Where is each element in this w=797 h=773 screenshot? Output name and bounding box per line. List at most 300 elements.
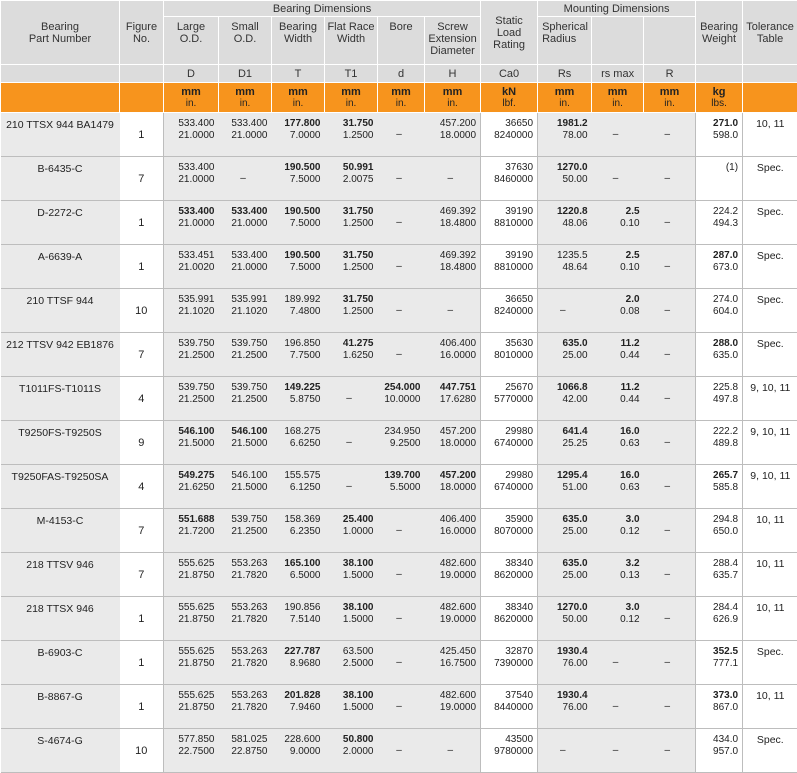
cell-rs-imperial: 0.44 xyxy=(592,350,640,362)
header-col-2: Bearing Width xyxy=(272,17,325,65)
cell-wt-metric: 222.2 xyxy=(696,426,738,438)
tolerance-table: 9, 10, 11 xyxy=(743,421,797,465)
unit-col-0-metric: mm xyxy=(181,86,201,98)
cell-Rs-metric: – xyxy=(538,745,588,757)
cell-T1 xyxy=(325,421,378,465)
cell-Rs-metric: 1930.4 xyxy=(538,690,588,702)
cell-R-metric: – xyxy=(644,481,692,493)
cell-wt-imperial: 494.3 xyxy=(696,218,738,230)
cell-rs-imperial: 0.44 xyxy=(592,394,640,406)
cell-Rs xyxy=(538,465,592,509)
cell-D1 xyxy=(219,245,272,289)
unit-col-2-imperial: in. xyxy=(293,98,304,109)
cell-wt xyxy=(696,641,743,685)
cell-T-metric: 227.787 xyxy=(272,646,321,658)
unit-col-2-metric: mm xyxy=(288,86,308,98)
cell-d-metric: – xyxy=(378,305,421,317)
cell-D1-metric: 553.263 xyxy=(219,646,268,658)
cell-T-imperial: 6.1250 xyxy=(272,482,321,494)
part-number: B-6435-C xyxy=(1,157,120,201)
cell-load xyxy=(481,245,538,289)
cell-T-metric: 190.500 xyxy=(272,250,321,262)
sym-col-2: T xyxy=(272,65,325,83)
cell-H-imperial: 17.6280 xyxy=(425,394,477,406)
cell-rs-imperial: 0.63 xyxy=(592,482,640,494)
table-row xyxy=(1,421,797,465)
cell-rs xyxy=(592,421,644,465)
cell-T-imperial: 7.5000 xyxy=(272,262,321,274)
cell-Rs xyxy=(538,421,592,465)
cell-R-metric: – xyxy=(644,437,692,449)
cell-D1-imperial: 21.0000 xyxy=(219,262,268,274)
cell-T-imperial: 7.5000 xyxy=(272,218,321,230)
cell-wt xyxy=(696,245,743,289)
unit-col-0 xyxy=(164,83,219,113)
cell-load-imperial: 8440000 xyxy=(481,702,533,714)
cell-load xyxy=(481,157,538,201)
cell-T1 xyxy=(325,333,378,377)
cell-D xyxy=(164,377,219,421)
cell-T1-imperial: 2.5000 xyxy=(325,658,374,670)
cell-rs-metric: 16.0 xyxy=(592,470,640,482)
cell-D1-metric: – xyxy=(219,173,268,185)
cell-d xyxy=(378,421,425,465)
cell-T1-imperial: 1.2500 xyxy=(325,262,374,274)
cell-rs-metric: 2.5 xyxy=(592,206,640,218)
sym-blank-3 xyxy=(696,65,743,83)
cell-T1-imperial: 1.0000 xyxy=(325,526,374,538)
cell-T-imperial: 5.8750 xyxy=(272,394,321,406)
cell-T1 xyxy=(325,597,378,641)
figure-number: 1 xyxy=(120,597,164,641)
cell-rs xyxy=(592,641,644,685)
cell-T1-imperial: 2.0000 xyxy=(325,746,374,758)
unit-blank-1 xyxy=(1,83,120,113)
cell-load-imperial: 8460000 xyxy=(481,174,533,186)
cell-Rs xyxy=(538,245,592,289)
cell-load-metric: 38340 xyxy=(481,558,533,570)
cell-R xyxy=(644,465,696,509)
tolerance-table: Spec. xyxy=(743,245,797,289)
cell-Rs xyxy=(538,509,592,553)
cell-Rs-metric: 641.4 xyxy=(538,426,588,438)
cell-d-metric: – xyxy=(378,569,421,581)
cell-H-metric: – xyxy=(425,173,477,185)
cell-D1 xyxy=(219,289,272,333)
cell-R xyxy=(644,597,696,641)
cell-D-metric: 539.750 xyxy=(164,338,215,350)
cell-R-metric: – xyxy=(644,613,692,625)
cell-rs-imperial: 0.08 xyxy=(592,306,640,318)
cell-D1-imperial: 21.7820 xyxy=(219,658,268,670)
cell-R xyxy=(644,157,696,201)
cell-wt-imperial: 497.8 xyxy=(696,394,738,406)
cell-load xyxy=(481,597,538,641)
cell-rs xyxy=(592,553,644,597)
cell-H-metric: 469.392 xyxy=(425,250,477,262)
figure-number: 1 xyxy=(120,113,164,157)
cell-wt-imperial: 489.8 xyxy=(696,438,738,450)
tolerance-table: 10, 11 xyxy=(743,553,797,597)
cell-T-metric: 190.500 xyxy=(272,162,321,174)
unit-col-5 xyxy=(425,83,481,113)
tolerance-table: Spec. xyxy=(743,201,797,245)
table-row xyxy=(1,641,797,685)
cell-load-metric: 35630 xyxy=(481,338,533,350)
cell-T1-imperial: 1.6250 xyxy=(325,350,374,362)
cell-T1-metric: 25.400 xyxy=(325,514,374,526)
cell-load-imperial: 8240000 xyxy=(481,306,533,318)
cell-R xyxy=(644,377,696,421)
cell-D-metric: 539.750 xyxy=(164,382,215,394)
header-col-4: Bore xyxy=(378,17,425,65)
cell-R-metric: – xyxy=(644,217,692,229)
cell-load-metric: 25670 xyxy=(481,382,533,394)
cell-H-metric: 482.600 xyxy=(425,602,477,614)
cell-rs xyxy=(592,377,644,421)
unit-load-imperial: lbf. xyxy=(502,98,515,109)
cell-D1-imperial: 22.8750 xyxy=(219,746,268,758)
cell-D-metric: 533.451 xyxy=(164,250,215,262)
cell-Rs-metric: 1235.5 xyxy=(538,250,588,262)
cell-Rs xyxy=(538,201,592,245)
cell-load-imperial: 5770000 xyxy=(481,394,533,406)
unit-mount-0-metric: mm xyxy=(555,86,575,98)
cell-T1 xyxy=(325,729,378,773)
cell-H xyxy=(425,421,481,465)
cell-T-metric: 190.500 xyxy=(272,206,321,218)
cell-D-metric: 549.275 xyxy=(164,470,215,482)
unit-mount-2-metric: mm xyxy=(660,86,680,98)
cell-R-metric: – xyxy=(644,745,692,757)
cell-Rs-metric: 1270.0 xyxy=(538,162,588,174)
cell-D1-metric: 533.400 xyxy=(219,250,268,262)
part-number: M-4153-C xyxy=(1,509,120,553)
cell-Rs-metric: 1066.8 xyxy=(538,382,588,394)
cell-load-imperial: 8620000 xyxy=(481,614,533,626)
tolerance-table: 10, 11 xyxy=(743,113,797,157)
cell-T1-imperial: 1.5000 xyxy=(325,614,374,626)
cell-load xyxy=(481,641,538,685)
figure-number: 1 xyxy=(120,201,164,245)
part-number: T9250FS-T9250S xyxy=(1,421,120,465)
cell-load-imperial: 8810000 xyxy=(481,218,533,230)
cell-load-metric: 36650 xyxy=(481,118,533,130)
cell-wt-imperial: 635.7 xyxy=(696,570,738,582)
unit-mount-1-metric: mm xyxy=(608,86,628,98)
table-row xyxy=(1,377,797,421)
cell-D1-imperial: 21.0000 xyxy=(219,130,268,142)
cell-T xyxy=(272,685,325,729)
cell-load-imperial: 8240000 xyxy=(481,130,533,142)
cell-R-metric: – xyxy=(644,261,692,273)
unit-col-4 xyxy=(378,83,425,113)
cell-wt xyxy=(696,421,743,465)
cell-D xyxy=(164,245,219,289)
cell-rs xyxy=(592,729,644,773)
cell-d-metric: – xyxy=(378,349,421,361)
cell-d-metric: – xyxy=(378,217,421,229)
header-mounting-group: Mounting Dimensions xyxy=(538,1,696,17)
header-weight: Bearing Weight xyxy=(696,1,743,65)
cell-T-imperial: 6.2350 xyxy=(272,526,321,538)
cell-H-metric: 425.450 xyxy=(425,646,477,658)
cell-d xyxy=(378,465,425,509)
cell-rs-metric: 2.5 xyxy=(592,250,640,262)
cell-d xyxy=(378,201,425,245)
tolerance-table: 10, 11 xyxy=(743,509,797,553)
unit-col-2 xyxy=(272,83,325,113)
table-row xyxy=(1,201,797,245)
cell-D1-metric: 539.750 xyxy=(219,338,268,350)
cell-wt-metric: 224.2 xyxy=(696,206,738,218)
sym-blank-2 xyxy=(120,65,164,83)
unit-col-3-metric: mm xyxy=(341,86,361,98)
cell-H-imperial: 16.7500 xyxy=(425,658,477,670)
cell-d xyxy=(378,597,425,641)
cell-R xyxy=(644,685,696,729)
cell-d xyxy=(378,245,425,289)
part-number: T9250FAS-T9250SA xyxy=(1,465,120,509)
cell-wt xyxy=(696,509,743,553)
unit-mount-1 xyxy=(592,83,644,113)
cell-rs-metric: – xyxy=(592,657,640,669)
unit-mount-2 xyxy=(644,83,696,113)
cell-D-imperial: 21.2500 xyxy=(164,394,215,406)
cell-d-metric: 139.700 xyxy=(378,470,421,482)
cell-T-metric: 201.828 xyxy=(272,690,321,702)
cell-D xyxy=(164,685,219,729)
cell-wt xyxy=(696,113,743,157)
cell-T1 xyxy=(325,685,378,729)
table-row xyxy=(1,289,797,333)
cell-R-metric: – xyxy=(644,305,692,317)
cell-Rs-metric: 1930.4 xyxy=(538,646,588,658)
cell-D-imperial: 21.0020 xyxy=(164,262,215,274)
unit-col-4-imperial: in. xyxy=(396,98,407,109)
cell-T-imperial: 6.5000 xyxy=(272,570,321,582)
cell-D1-imperial: 21.7820 xyxy=(219,702,268,714)
cell-wt xyxy=(696,157,743,201)
part-number: 212 TTSV 942 EB1876 xyxy=(1,333,120,377)
cell-T1-metric: 38.100 xyxy=(325,602,374,614)
cell-Rs-imperial: 50.00 xyxy=(538,614,588,626)
cell-Rs-metric: – xyxy=(538,305,588,317)
cell-T xyxy=(272,553,325,597)
cell-T1-metric: – xyxy=(325,481,374,493)
cell-H-metric: 457.200 xyxy=(425,426,477,438)
cell-wt-imperial: 585.8 xyxy=(696,482,738,494)
cell-T-imperial: 6.6250 xyxy=(272,438,321,450)
cell-T-metric: 155.575 xyxy=(272,470,321,482)
cell-load-metric: 38340 xyxy=(481,602,533,614)
cell-D xyxy=(164,201,219,245)
cell-rs-imperial: 0.12 xyxy=(592,526,640,538)
cell-wt-imperial: 777.1 xyxy=(696,658,738,670)
cell-wt xyxy=(696,597,743,641)
part-number: 218 TTSX 946 xyxy=(1,597,120,641)
cell-rs-metric: 16.0 xyxy=(592,426,640,438)
unit-col-3 xyxy=(325,83,378,113)
cell-rs xyxy=(592,157,644,201)
cell-H xyxy=(425,597,481,641)
cell-d-metric: – xyxy=(378,173,421,185)
cell-wt-metric: (1) xyxy=(696,162,738,174)
cell-d xyxy=(378,509,425,553)
cell-D-imperial: 21.1020 xyxy=(164,306,215,318)
cell-H-metric: 457.200 xyxy=(425,470,477,482)
cell-H xyxy=(425,289,481,333)
header-tolerance: Tolerance Table xyxy=(743,1,797,65)
cell-D1-imperial: 21.5000 xyxy=(219,438,268,450)
cell-D xyxy=(164,553,219,597)
cell-D1 xyxy=(219,509,272,553)
cell-load-metric: 37540 xyxy=(481,690,533,702)
cell-T xyxy=(272,729,325,773)
cell-H-metric: 457.200 xyxy=(425,118,477,130)
cell-wt xyxy=(696,333,743,377)
figure-number: 7 xyxy=(120,333,164,377)
cell-D-metric: 555.625 xyxy=(164,558,215,570)
cell-Rs xyxy=(538,377,592,421)
cell-d-metric: 234.950 xyxy=(378,426,421,438)
cell-load-metric: 29980 xyxy=(481,470,533,482)
cell-D1 xyxy=(219,641,272,685)
cell-T-imperial: 7.4800 xyxy=(272,306,321,318)
cell-wt-metric: 352.5 xyxy=(696,646,738,658)
cell-T1-metric: 63.500 xyxy=(325,646,374,658)
cell-D1-metric: 546.100 xyxy=(219,426,268,438)
cell-T1 xyxy=(325,113,378,157)
cell-load xyxy=(481,289,538,333)
cell-R xyxy=(644,641,696,685)
cell-H xyxy=(425,245,481,289)
header-col-1: Small O.D. xyxy=(219,17,272,65)
cell-D1-metric: 546.100 xyxy=(219,470,268,482)
tolerance-table: Spec. xyxy=(743,289,797,333)
cell-Rs-metric: 1270.0 xyxy=(538,602,588,614)
unit-blank-3 xyxy=(743,83,797,113)
cell-H-imperial: 18.0000 xyxy=(425,482,477,494)
cell-D-imperial: 21.6250 xyxy=(164,482,215,494)
cell-D xyxy=(164,289,219,333)
cell-H xyxy=(425,157,481,201)
cell-R-metric: – xyxy=(644,701,692,713)
cell-wt-imperial: 626.9 xyxy=(696,614,738,626)
cell-wt-imperial: 650.0 xyxy=(696,526,738,538)
figure-number: 1 xyxy=(120,245,164,289)
cell-H xyxy=(425,201,481,245)
cell-D1-imperial: 21.2500 xyxy=(219,526,268,538)
cell-d-metric: – xyxy=(378,657,421,669)
cell-load-imperial: 7390000 xyxy=(481,658,533,670)
cell-d-metric: – xyxy=(378,129,421,141)
sym-load: Ca0 xyxy=(481,65,538,83)
cell-rs xyxy=(592,597,644,641)
cell-d xyxy=(378,289,425,333)
cell-T xyxy=(272,597,325,641)
cell-rs-imperial: 0.10 xyxy=(592,218,640,230)
cell-D1-imperial: 21.2500 xyxy=(219,350,268,362)
cell-rs xyxy=(592,333,644,377)
figure-number: 7 xyxy=(120,157,164,201)
part-number: D-2272-C xyxy=(1,201,120,245)
cell-rs-metric: 3.2 xyxy=(592,558,640,570)
cell-wt-metric: 288.4 xyxy=(696,558,738,570)
header-mount-col-0: Spherical Radius xyxy=(538,17,592,65)
cell-D-metric: 535.991 xyxy=(164,294,215,306)
cell-Rs-imperial: 25.00 xyxy=(538,350,588,362)
table-row xyxy=(1,597,797,641)
unit-mount-0 xyxy=(538,83,592,113)
unit-col-1-imperial: in. xyxy=(240,98,251,109)
cell-T1-imperial: 1.2500 xyxy=(325,130,374,142)
header-part-number: Bearing Part Number xyxy=(1,1,120,65)
cell-wt-metric: 284.4 xyxy=(696,602,738,614)
tolerance-table: Spec. xyxy=(743,641,797,685)
cell-load-metric: 39190 xyxy=(481,206,533,218)
cell-Rs-imperial: 76.00 xyxy=(538,702,588,714)
cell-H-imperial: 19.0000 xyxy=(425,570,477,582)
cell-load-imperial: 6740000 xyxy=(481,438,533,450)
sym-col-0: D xyxy=(164,65,219,83)
cell-T1-imperial: 1.2500 xyxy=(325,306,374,318)
cell-D xyxy=(164,729,219,773)
cell-wt xyxy=(696,377,743,421)
cell-T1-metric: 38.100 xyxy=(325,690,374,702)
cell-H-metric: – xyxy=(425,305,477,317)
cell-T xyxy=(272,333,325,377)
cell-D-imperial: 21.8750 xyxy=(164,614,215,626)
cell-D-metric: 577.850 xyxy=(164,734,215,746)
cell-D1-imperial: 21.1020 xyxy=(219,306,268,318)
cell-T xyxy=(272,465,325,509)
figure-number: 4 xyxy=(120,465,164,509)
cell-T-imperial: 8.9680 xyxy=(272,658,321,670)
cell-d-metric: – xyxy=(378,745,421,757)
tolerance-table: 9, 10, 11 xyxy=(743,377,797,421)
sym-mount-0: Rs xyxy=(538,65,592,83)
table-row xyxy=(1,685,797,729)
unit-load xyxy=(481,83,538,113)
cell-d xyxy=(378,553,425,597)
unit-load-metric: kN xyxy=(502,86,516,98)
table-row xyxy=(1,245,797,289)
header-mount-col-1 xyxy=(592,17,644,65)
cell-T-metric: 168.275 xyxy=(272,426,321,438)
cell-D1 xyxy=(219,333,272,377)
cell-Rs-metric: 635.0 xyxy=(538,338,588,350)
part-number: 210 TTSX 944 BA1479 xyxy=(1,113,120,157)
cell-T1-imperial: 2.0075 xyxy=(325,174,374,186)
cell-T xyxy=(272,641,325,685)
header-dimensions-group: Bearing Dimensions xyxy=(164,1,481,17)
cell-load xyxy=(481,509,538,553)
cell-D1-imperial: 21.7820 xyxy=(219,570,268,582)
cell-T-imperial: 7.0000 xyxy=(272,130,321,142)
cell-D-metric: 533.400 xyxy=(164,118,215,130)
cell-T1-metric: 50.800 xyxy=(325,734,374,746)
cell-rs-imperial: 0.12 xyxy=(592,614,640,626)
cell-d xyxy=(378,333,425,377)
cell-D1-imperial: 21.7820 xyxy=(219,614,268,626)
cell-wt-metric: 274.0 xyxy=(696,294,738,306)
cell-D1-metric: 553.263 xyxy=(219,558,268,570)
cell-rs xyxy=(592,201,644,245)
cell-R-metric: – xyxy=(644,657,692,669)
cell-D-imperial: 21.0000 xyxy=(164,218,215,230)
cell-R xyxy=(644,509,696,553)
